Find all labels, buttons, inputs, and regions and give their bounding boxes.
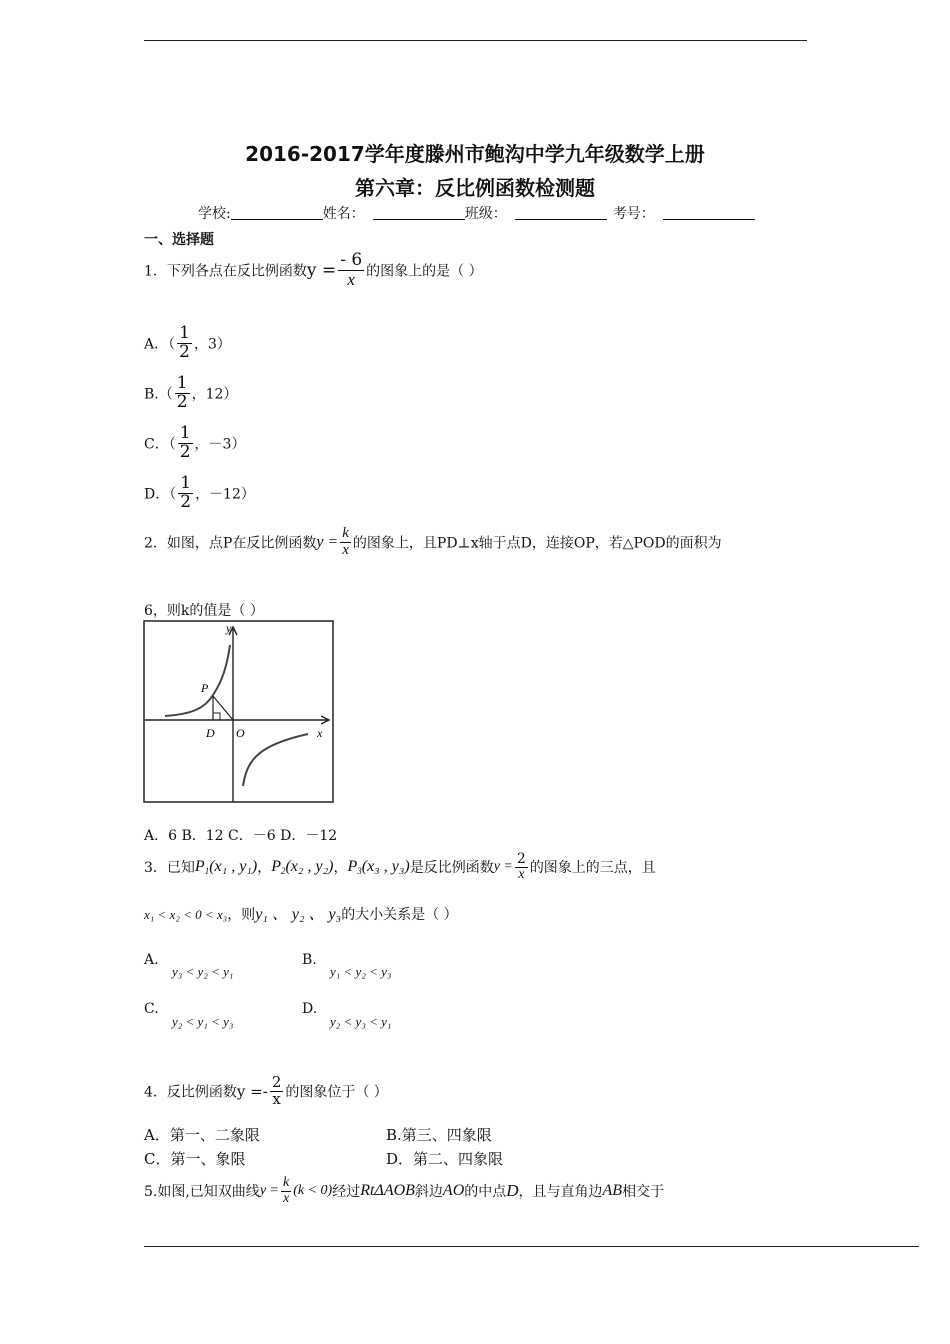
q1-opt-c-label: C．（ <box>144 436 176 453</box>
q1-formula-y: y = <box>306 260 337 281</box>
school-field[interactable] <box>231 207 323 220</box>
q1-opt-a-frac <box>177 325 192 362</box>
label-o: O <box>236 726 245 740</box>
q1-opt-b-num: 1 <box>176 373 188 393</box>
q1-opt-d-den: 2 <box>180 491 192 512</box>
q3-option-b[interactable] <box>302 952 317 968</box>
q3-mid: 是反比例函数 <box>409 860 494 877</box>
q5-stem <box>144 1176 664 1206</box>
q2-stem-text: 2．如图，点P在反比例函数 <box>144 535 317 552</box>
q4-frac-num: 2 <box>271 1073 282 1091</box>
q3-p2-letter: P <box>271 858 281 876</box>
segment-po <box>213 696 233 720</box>
q2-options[interactable]: A．6 B．12 C．－6 D．－12 <box>144 828 338 844</box>
q5-mid4: ，且与直角边 <box>518 1184 603 1201</box>
name-field[interactable] <box>373 207 465 220</box>
q2-figure <box>143 620 335 804</box>
q3-p2 <box>271 858 333 875</box>
q3-p3 <box>347 858 409 875</box>
q4-option-b[interactable]: B.第三、四象限 <box>386 1126 492 1144</box>
q4-frac-den: x <box>272 1089 281 1108</box>
q3-opt-d-label: D. <box>302 1001 318 1017</box>
q1-stem-post: 的图象上的是（ ） <box>366 263 483 280</box>
q3-option-c-expr: y₂ < y₁ < y₃ <box>172 1014 234 1029</box>
page-subtitle: 第六章：反比例函数检测题 <box>355 176 595 200</box>
q1-opt-d-num: 1 <box>180 473 192 493</box>
label-d: D <box>206 726 215 740</box>
q2-stem <box>144 526 722 559</box>
q1-opt-c-num: 1 <box>179 423 191 443</box>
q3-p3-coords: (x₃ , y₃) <box>361 858 410 876</box>
q3-fraction <box>515 852 528 882</box>
q5-ao: AO <box>442 1182 465 1200</box>
q1-opt-a-den: 2 <box>179 341 190 362</box>
q2-formula-y: y = <box>316 533 339 551</box>
q1-option-a[interactable] <box>144 325 231 362</box>
student-info-line <box>198 203 755 223</box>
q1-opt-b-label: B.（ <box>144 386 173 403</box>
q3-p3-sub: 3 <box>357 866 362 877</box>
curve-q4 <box>243 734 308 786</box>
q1-opt-a-label: A．（ <box>144 336 176 353</box>
q3-p1-sub: 1 <box>204 866 210 877</box>
q1-option-b[interactable] <box>144 375 237 412</box>
q3-ys: y₁ 、 y₂ 、 y₃ <box>255 906 342 923</box>
q1-opt-c-frac <box>178 425 193 462</box>
q3-p2-coords: (x₂ , y₂) <box>285 858 334 876</box>
q3-condition: x₁ < x₂ < 0 < x₃ <box>144 907 228 922</box>
q1-opt-a-num: 1 <box>179 323 190 343</box>
q3-p1-letter: P <box>194 858 205 876</box>
q2-frac-num: k <box>342 525 349 541</box>
q1-opt-c-den: 2 <box>179 441 191 462</box>
q1-opt-d-post: ，－12） <box>195 486 255 503</box>
q3-frac-num: 2 <box>516 851 526 867</box>
q1-option-d[interactable] <box>144 475 255 512</box>
q3-opt-c-label: C. <box>144 1001 159 1017</box>
q3-opt-b-label: B. <box>302 952 317 968</box>
class-label: 班级： <box>464 206 507 222</box>
q1-opt-b-den: 2 <box>176 391 188 412</box>
q2-stem-post: 的图象上，且PD⊥x轴于点D，连接OP，若△POD的面积为 <box>352 535 722 552</box>
q4-option-a[interactable]: A．第一、二象限 <box>144 1126 260 1144</box>
q3-formula-y: y = <box>493 859 513 875</box>
q5-ab: AB <box>602 1182 623 1200</box>
q3-opt-a-label: A. <box>144 952 159 968</box>
q3-post: 的图象上的三点，且 <box>529 860 656 877</box>
q1-fraction <box>338 252 364 289</box>
q4-option-d[interactable]: D．第二、四象限 <box>386 1150 504 1168</box>
figure-frame <box>144 621 333 802</box>
q5-formula-y: y = <box>259 1183 279 1199</box>
section-heading: 一、选择题 <box>144 232 214 248</box>
q4-pre: 4．反比例函数 <box>144 1084 237 1101</box>
q1-opt-d-label: D．（ <box>144 486 177 503</box>
q5-frac-num: k <box>282 1175 290 1190</box>
q5-mid2: 斜边 <box>414 1184 443 1201</box>
q4-fraction <box>270 1075 284 1108</box>
q5-frac-den: x <box>282 1190 290 1206</box>
name-label: 姓名： <box>322 206 365 222</box>
q5-pre: 5.如图,已知双曲线 <box>144 1184 260 1201</box>
header-rule <box>144 40 807 41</box>
number-label: 考号： <box>612 206 655 222</box>
page-title: 2016-2017学年度滕州市鲍沟中学九年级数学上册 <box>245 142 705 166</box>
label-y: y <box>226 621 232 635</box>
q3-p3-letter: P <box>347 858 358 876</box>
q4-option-c[interactable]: C．第一、象限 <box>144 1150 246 1168</box>
number-field[interactable] <box>663 207 755 220</box>
q2-frac-den: x <box>342 541 349 558</box>
q5-mid: 经过 <box>332 1184 361 1201</box>
q3-then: ，则 <box>227 907 256 923</box>
q5-tail: 相交于 <box>622 1184 665 1201</box>
q3-tail: 的大小关系是（ ） <box>341 907 458 923</box>
q3-frac-den: x <box>518 866 525 882</box>
q3-option-d-expr: y₂ < y₃ < y₁ <box>330 1014 392 1029</box>
q3-p2-sub: 2 <box>280 866 286 877</box>
label-x: x <box>317 726 323 740</box>
q1-opt-d-frac <box>178 475 193 512</box>
school-label: 学校: <box>198 206 231 222</box>
q4-post: 的图象位于（ ） <box>285 1084 388 1101</box>
q3-p1 <box>195 858 257 875</box>
q1-stem-text: 1．下列各点在反比例函数 <box>144 263 307 280</box>
q2-fraction <box>340 526 351 559</box>
q3-p1-coords: (x₁ , y₁) <box>209 858 258 876</box>
q3-pre: 3．已知 <box>144 860 195 877</box>
q3-option-b-expr: y₁ < y₂ < y₃ <box>330 964 392 979</box>
class-field[interactable] <box>515 207 607 220</box>
q5-triangle: RtΔAOB <box>360 1182 415 1200</box>
q3-stem-line2 <box>144 901 458 924</box>
q1-opt-b-frac <box>175 375 190 412</box>
q4-formula-y: y =- <box>236 1082 268 1101</box>
q5-condition: (k < 0) <box>293 1183 333 1199</box>
q1-frac-den: x <box>347 269 355 289</box>
q1-opt-a-post: ，3） <box>193 336 231 353</box>
q5-fraction <box>281 1176 291 1206</box>
q3-option-c[interactable] <box>144 1001 159 1017</box>
label-p: P <box>201 681 209 695</box>
footer-rule <box>144 1246 919 1247</box>
q1-frac-num: - 6 <box>340 250 363 270</box>
q3-stem: 3．已知$P_1(x_1$ , y₁)，$P_2(x_2$ , y₂)，$P_3(x_3$ , y₃)是反比例函数y = $\frac{2}{x}$ 的图象上的三点，且 <box>144 851 656 882</box>
q4-stem <box>144 1075 388 1108</box>
q1-opt-b-post: ，12） <box>191 386 238 403</box>
q3-option-a[interactable] <box>144 952 159 968</box>
q5-d: D <box>506 1181 519 1201</box>
q1-stem <box>144 252 483 289</box>
q3-option-d[interactable] <box>302 1001 317 1017</box>
q2-stem-line2: 6，则k的值是（ ） <box>144 603 264 619</box>
q1-opt-c-post: ，－3） <box>194 436 246 453</box>
q3-option-a-expr: y₃ < y₂ < y₁ <box>172 964 234 979</box>
q1-option-c[interactable] <box>144 425 245 462</box>
right-angle-mark <box>213 713 220 720</box>
q5-mid3: 的中点 <box>464 1184 507 1201</box>
